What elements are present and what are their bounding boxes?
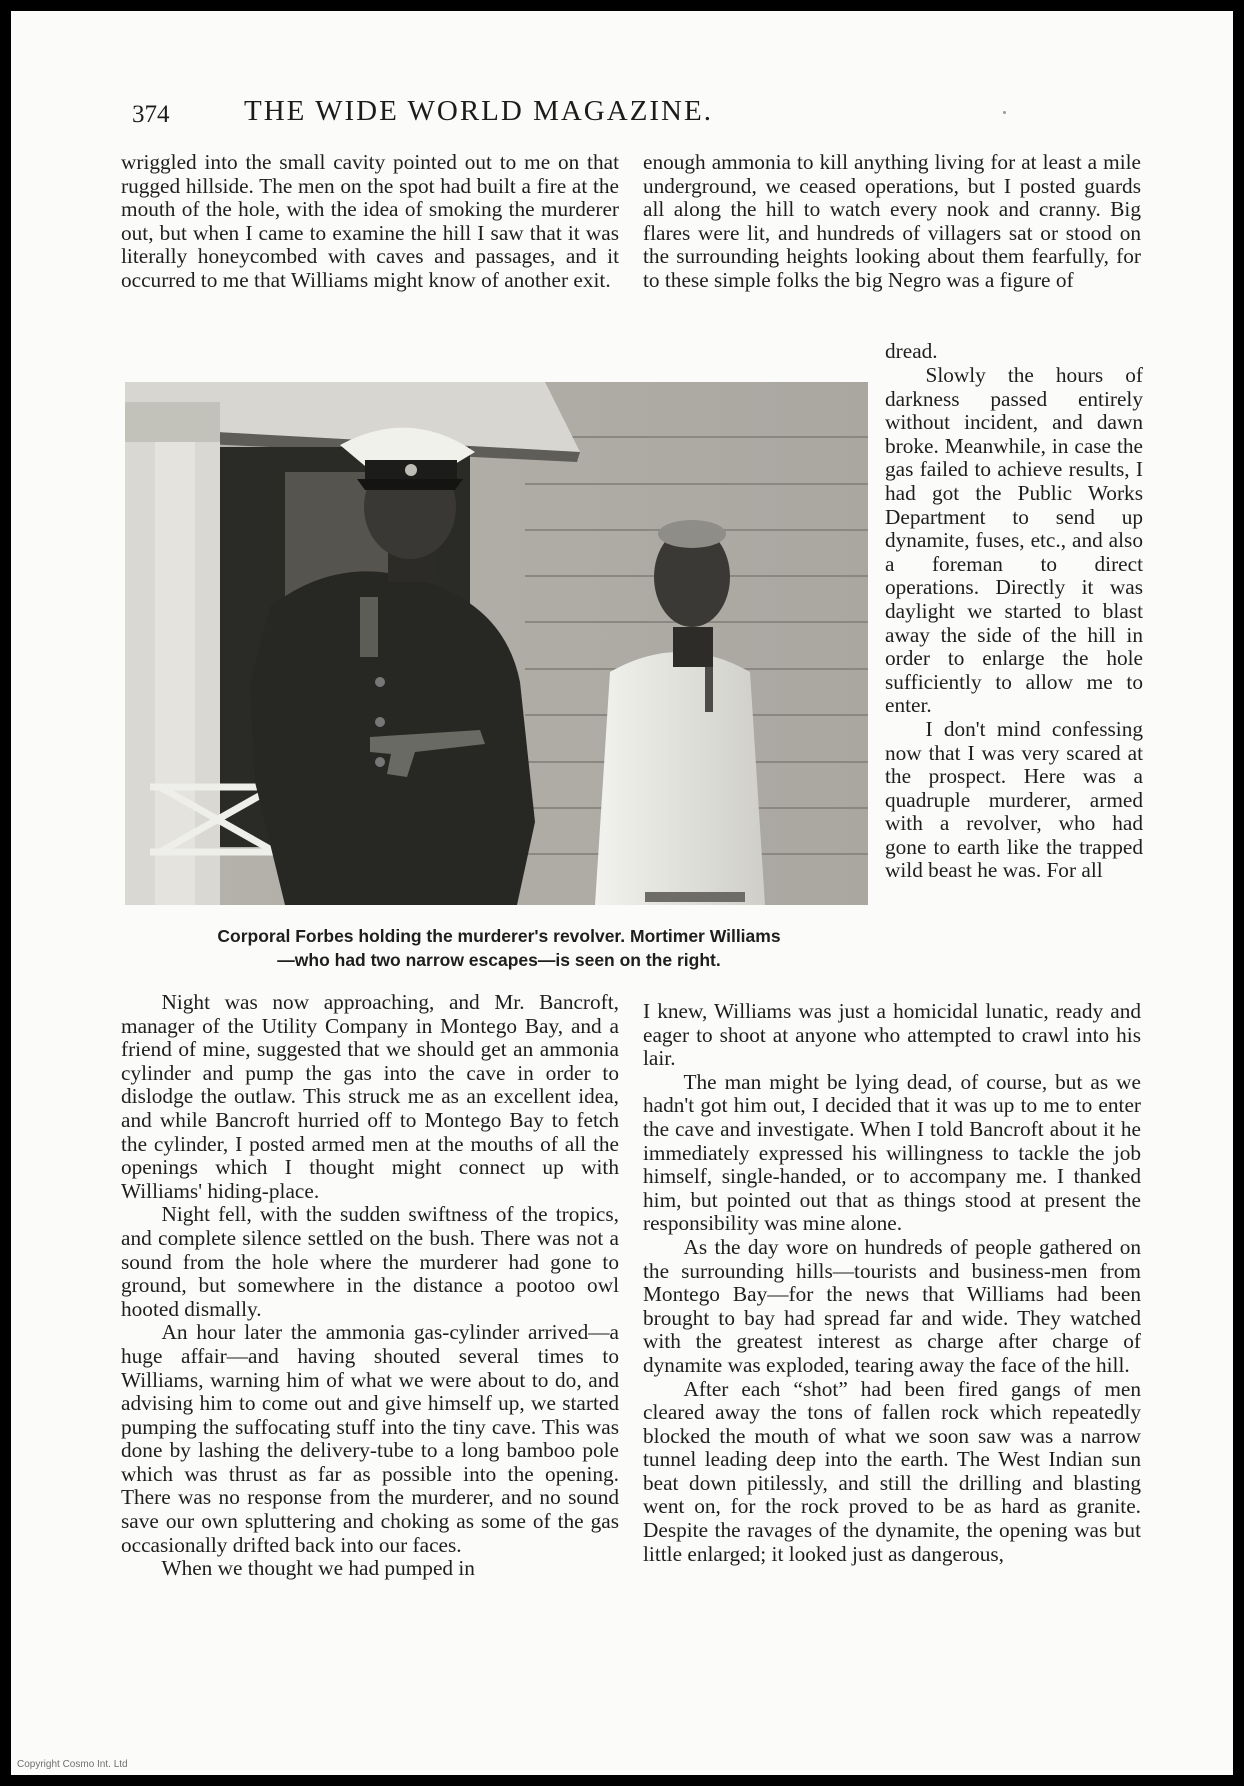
page-number: 374	[132, 101, 170, 128]
paragraph: The man might be lying dead, of course, but as we hadn't got him out, I decided that it was up to me to enter the cave and investigate. When I told Bancroft about it he immediately expressed his willingness to tackle the job himself, single-handed, or to accompany me. I thanked him, but pointed out that as things stood at present the responsibility was mine alone.	[643, 1069, 1141, 1236]
paragraph: After each “shot” had been fired gangs of men cleared away the tons of fallen rock which repeatedly blocked the mouth of what we soon saw was a narrow tunnel leading deep into the earth. The West Indian sun beat down pitilessly, and still the drilling and blasting went on, for the rock proved to be as hard as granite. Despite the ravages of the dynamite, the opening was but little enlarged; it looked just as dangerous,	[643, 1376, 1141, 1566]
paragraph-tail: dread.	[885, 339, 938, 363]
paragraph: I knew, Williams was just a homicidal lunatic, ready and eager to shoot at anyone who attempted to crawl into his lair.	[643, 999, 1141, 1071]
caption-line-1: Corporal Forbes holding the murderer's revolver. Mortimer Williams	[217, 926, 781, 946]
paragraph: An hour later the ammonia gas-cylinder arrived—a huge affair—and having shouted several times to Williams, warning him of what we were about to do, and advising him to come out and give himself up, we started pumping the suffocating stuff into the tiny cave. This was done by lashing the delivery-tube to a long bamboo pole which was thrust as far as possible into the opening. There was no response from the murderer, and no sound save our own spluttering and choking as some of the gas occasionally drifted back into our faces.	[121, 1320, 619, 1557]
right-column-top	[643, 151, 1141, 293]
paragraph: As the day wore on hundreds of people gathered on the surrounding hills—tourists and business-men from Montego Bay—for the news that Williams had been brought to bay had spread far and wide. They watched with the greatest interest as charge after charge of dynamite was exploded, tearing away the face of the hill.	[643, 1234, 1141, 1377]
paragraph: wriggled into the small cavity pointed out to me on that rugged hillside. The men on the spot had built a fire at the mouth of the hole, with the idea of smoking the murderer out, but when I came to examine the hill I saw that it was literally honeycombed with caves and passages, and it occurred to me that Williams might know of another exit.	[121, 150, 619, 292]
right-column-top-tail	[885, 340, 1143, 364]
photo-caption	[117, 924, 881, 972]
running-head-title: THE WIDE WORLD MAGAZINE.	[244, 95, 713, 127]
paragraph: Night was now approaching, and Mr. Bancroft, manager of the Utility Company in Montego Bay, and a friend of mine, suggested that we should get an ammonia cylinder and pump the gas into the cave in order to dislodge the outlaw. This struck me as an excellent idea, and while Bancroft hurried off to Montego Bay to fetch the cylinder, I posted armed men at the mouths of all the openings which I thought might connect up with Williams' hiding-place.	[121, 990, 619, 1203]
left-column-bottom	[121, 991, 619, 1581]
photo-corporal-and-williams	[125, 382, 868, 905]
paragraph: Slowly the hours of darkness passed entirely without incident, and dawn broke. Meanwhile, in case the gas failed to achieve results, I had got the Public Works Department to send up dynamite, fuses, etc., and also a foreman to direct operations. Directly it was daylight we started to blast away the side of the hill in order to enlarge the hole sufficiently to allow me to enter.	[885, 363, 1143, 718]
paragraph: enough ammonia to kill anything living for at least a mile underground, we ceased operations, but I posted guards all along the hill to watch every nook and cranny. Big flares were lit, and hundreds of villagers sat or stood on the surrounding heights looking about them fearfully, for to these simple folks the big Negro was a figure of	[643, 150, 1141, 292]
caption-line-2: —who had two narrow escapes—is seen on the right.	[277, 950, 721, 970]
copyright-notice: Copyright Cosmo Int. Ltd	[17, 1759, 128, 1770]
photograph-two-men-icon	[125, 382, 868, 905]
paragraph: When we thought we had pumped in	[161, 1556, 475, 1581]
left-column-top	[121, 151, 619, 293]
paragraph: I don't mind confessing now that I was very scared at the prospect. Here was a quadruple murderer, armed with a revolver, who had gone to earth like the trapped wild beast he was. For all	[885, 716, 1143, 883]
paragraph: Night fell, with the sudden swiftness of the tropics, and complete silence settled on the bush. There was not a sound from the hole where the murderer had gone to ground, but somewhere in the distance a pootoo owl hooted dismally.	[121, 1202, 619, 1321]
print-speck	[1003, 111, 1006, 114]
right-column-bottom	[643, 1000, 1141, 1566]
right-column-narrow	[885, 364, 1143, 883]
magazine-page	[11, 11, 1233, 1775]
